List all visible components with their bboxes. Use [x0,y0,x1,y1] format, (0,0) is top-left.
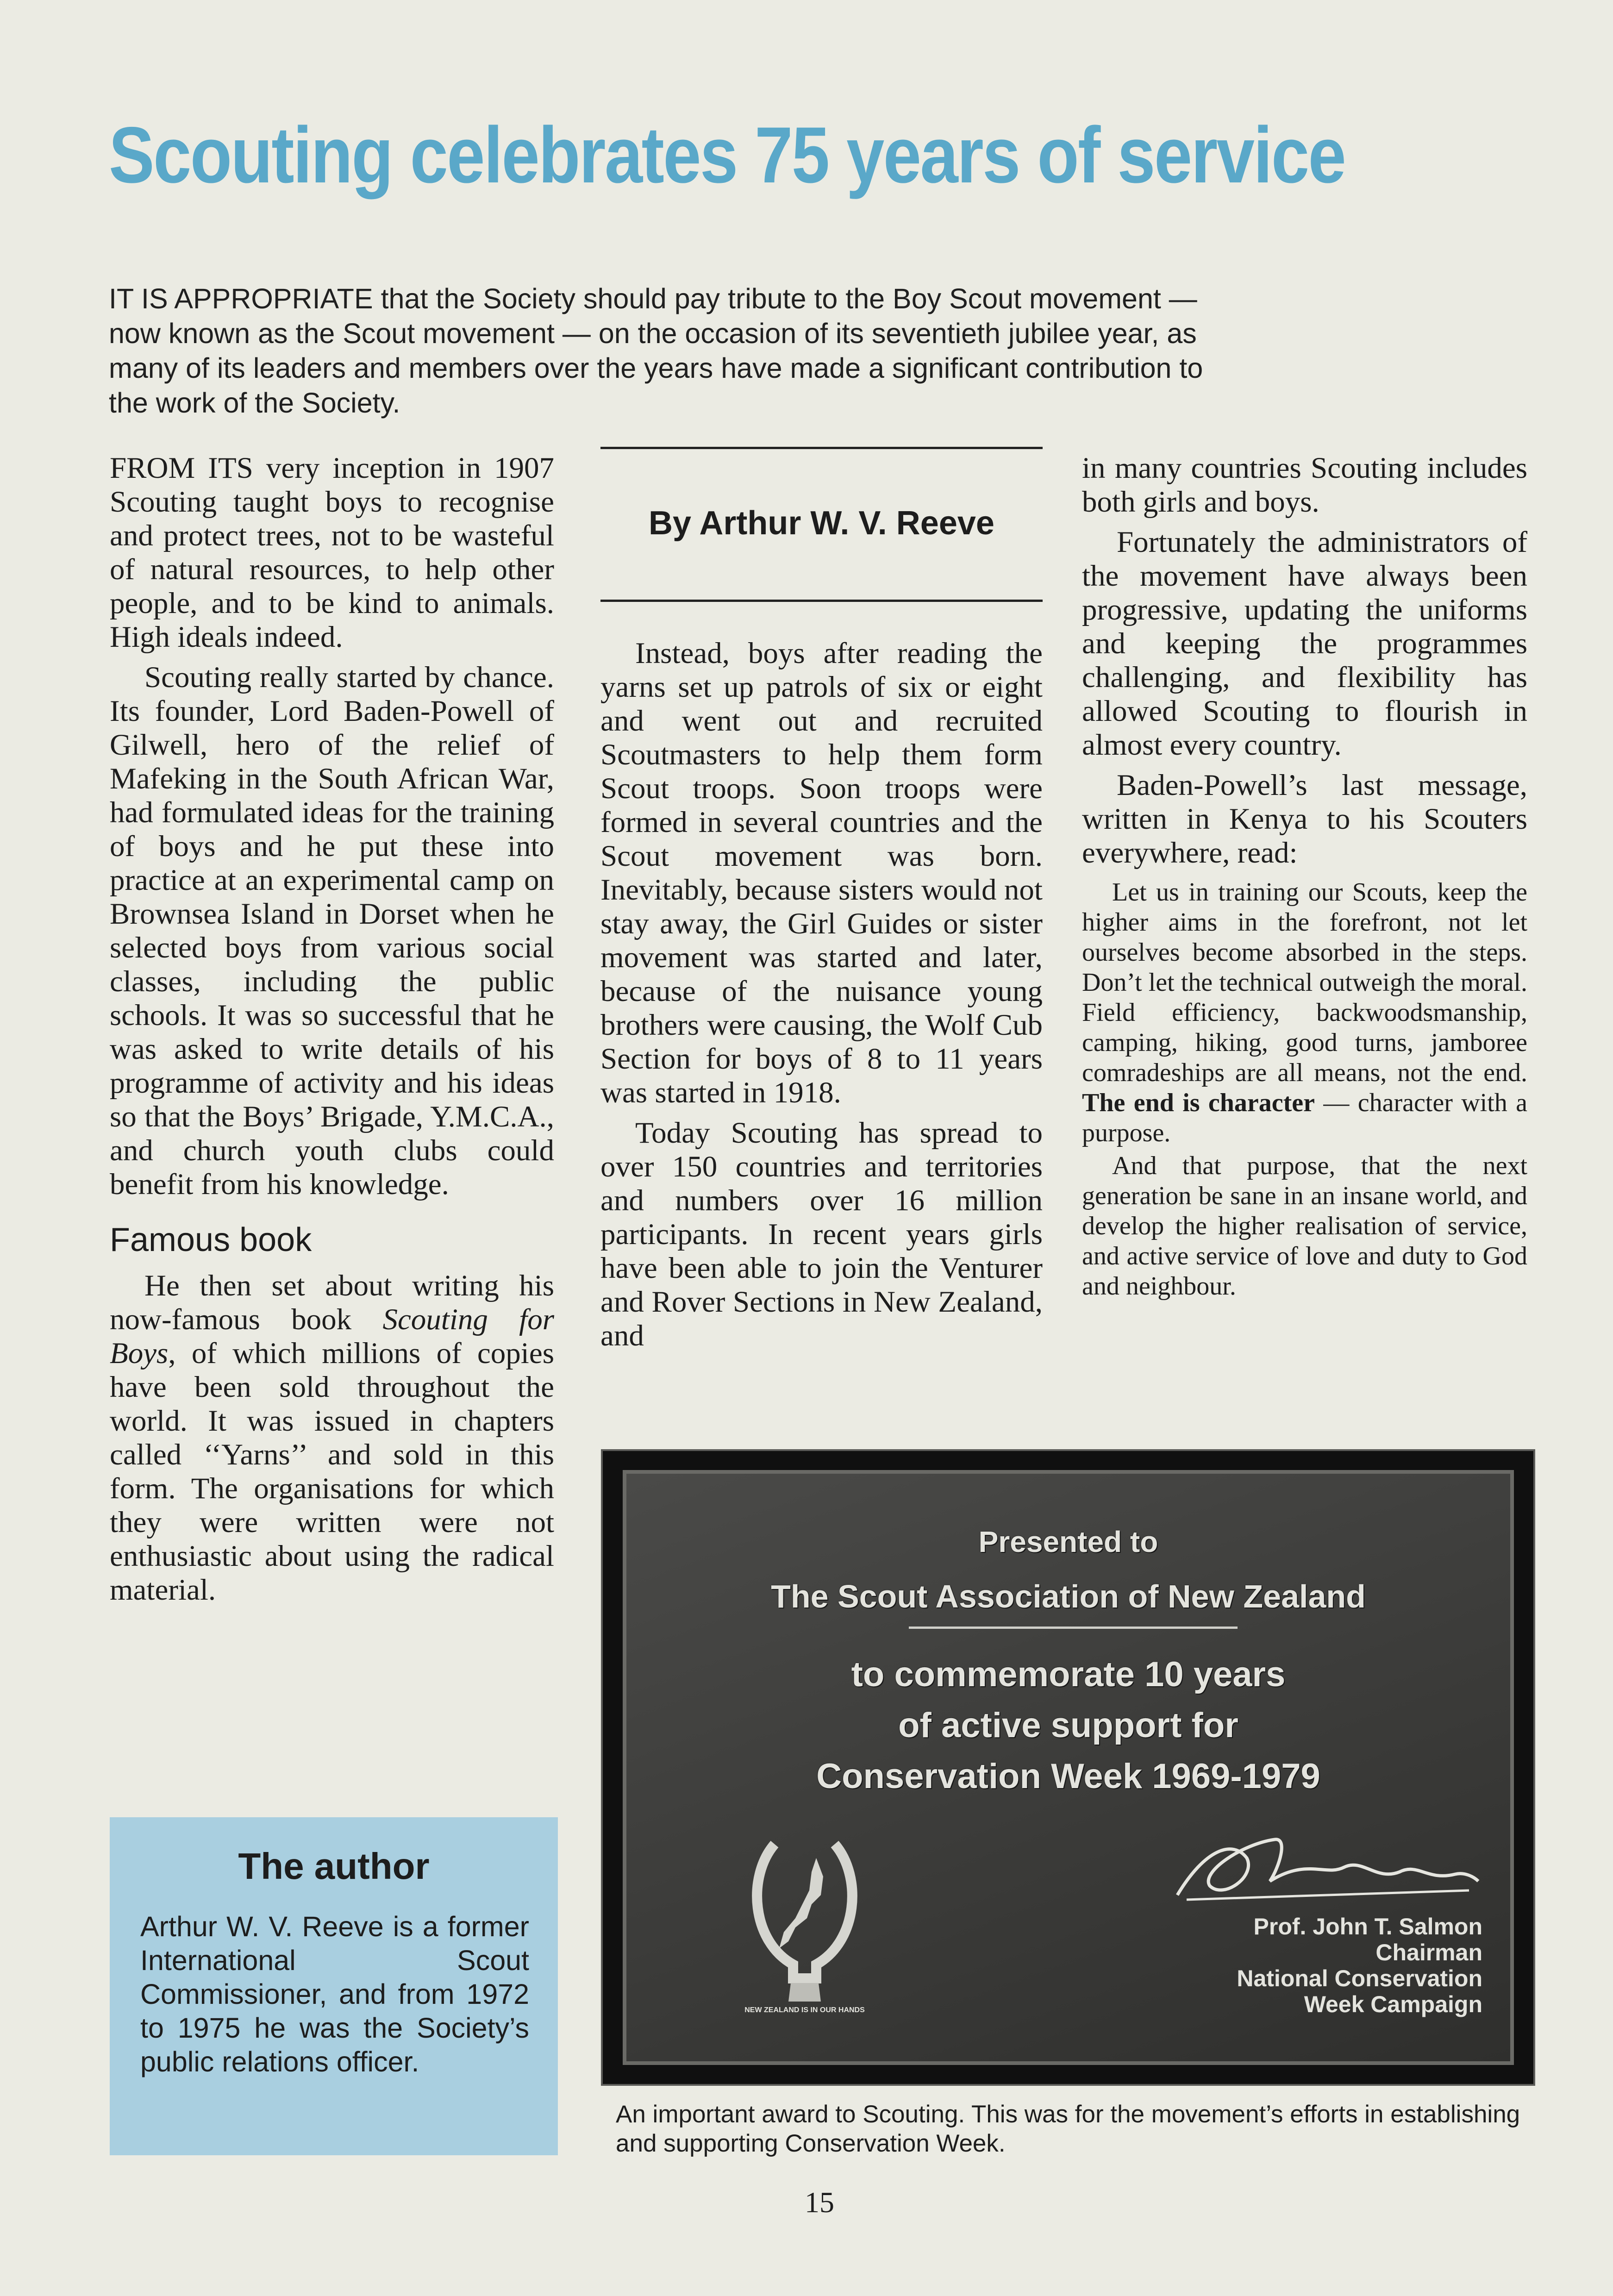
signature-icon [1168,1830,1483,1909]
author-box-text: Arthur W. V. Reeve is a former International Scout Commissioner, and from 1972 to 1975 he was the Society’s public relations officer. [140,1911,529,2077]
plaque-divider [909,1627,1238,1629]
article-intro: IT IS APPROPRIATE that the Society should pay tribute to the Boy Scout movement — now known as the Scout movement — on the occasion of its seventieth jubilee year, as many of its leaders and members over the years have made a significant contribution to the work of the Society. [109,283,1203,419]
plaque-signatory-org-1: National Conservation [1237,1965,1482,1991]
author-box [110,1817,558,2155]
quote-end: — character with a purpose. [1082,1089,1528,1147]
quote-paragraph-1 [1082,877,1527,1148]
col1-paragraph-2: Scouting really started by chance. Its founder, Lord Baden-Powell of Gilwell, hero of the relief of Mafeking in the South African War, had formulated ideas for the training of boys and he put these into practice at an experimental camp on Brownsea Island in Dorset when he selected boys from various social classes, including the public schools. It was so successful that he was asked to write details of his programme of activity and his ideas so that the Boys’ Brigade, Y.M.C.A., and church youth clubs could benefit from his knowledge. [110,661,554,1201]
col1-p3-end: , of which millions of copies have been sold throughout the world. It was issued in chapters called ‘‘Yarns’’ and sold in this form. The organisations for which they were written were not enthusiastic about using the radical material. [110,1337,554,1607]
author-box-title: The author [238,1846,430,1887]
col2-paragraph-2: Today Scouting has spread to over 150 countries and territories and numbers over 16 million participants. In recent years girls have been able to join the Venturer and Rover Sections in New Zealand, and [600,1116,1043,1352]
column-2 [600,447,1043,1353]
photo-caption: An important award to Scouting. This was for the movement’s efforts in establishing and supporting Conservation Week. [616,2101,1520,2157]
quote-start: Let us in training our Scouts, keep the higher aims in the forefront, not let ourselves become absorbed in the steps. Don’t let the technical outweigh the moral. Field efficiency, backwoodsmanship, camping, hiking, good turns, jamboree comradeships are all means, not the end. [1082,878,1527,1087]
article-title: Scouting celebrates 75 years of service [109,111,1345,200]
plaque-signatory-title: Chairman [1375,1939,1482,1965]
plaque-photo [623,1470,1514,2065]
byline-rule-top [600,447,1043,449]
col1-paragraph-1: FROM ITS very inception in 1907 Scouting taught boys to recognise and protect trees, not to be wasteful of natural resources, to help other people, and to be kind to animals. High ideals indeed. [110,451,554,654]
col3-paragraph-3: Baden-Powell’s last message, written in Kenya to his Scouters everywhere, read: [1082,769,1527,870]
quote-paragraph-2: And that purpose, that the next generation be sane in an insane world, and develop the higher realisation of service, and active service of love and duty to God and neighbour. [1082,1151,1527,1301]
byline: By Arthur W. V. Reeve [649,505,994,542]
col3-paragraph-2: Fortunately the administrators of the movement have always been progressive, updating the uniforms and keeping the programmes challenging, and flexibility has allowed Scouting to flourish in almost every country. [1082,526,1527,762]
col2-paragraph-1: Instead, boys after reading the yarns set up patrols of six or eight and went out and recruited Scoutmasters to help them form Scout troops. Soon troops were formed in several countries and the Scout movement was born. Inevitably, because sisters would not stay away, the Girl Guides or sister movement was started and later, because of the nuisance young brothers were causing, the Wolf Cub Section for boys of 8 to 11 years was started in 1918. [600,637,1043,1109]
col1-paragraph-3 [110,1269,554,1607]
col3-paragraph-1: in many countries Scouting includes both girls and boys. [1082,451,1527,519]
column-1 [110,451,554,1607]
plaque-line-3: to commemorate 10 years [851,1655,1286,1694]
column-3 [1082,451,1527,1301]
col1-p3-start: He then set about writing his now-famous book [110,1269,554,1336]
page-number: 15 [805,2186,834,2219]
plaque-line-1: Presented to [978,1525,1158,1558]
plaque-signatory-name: Prof. John T. Salmon [1253,1914,1482,1939]
baden-powell-quote [1082,877,1527,1301]
byline-rule-bottom [600,600,1043,602]
book-title: Scouting for Boys [110,1303,555,1370]
plaque-emblem-motto: NEW ZEALAND IS IN OUR HANDS [744,2006,865,2014]
plaque-signatory-org-2: Week Campaign [1304,1991,1482,2017]
plaque-line-5: Conservation Week 1969-1979 [816,1757,1320,1796]
quote-bold: The end is character [1082,1089,1315,1117]
plaque-line-2: The Scout Association of New Zealand [771,1578,1366,1614]
conservation-emblem-icon [747,1826,863,2006]
plaque-line-4: of active support for [898,1706,1238,1745]
subheading-famous-book: Famous book [110,1221,312,1258]
